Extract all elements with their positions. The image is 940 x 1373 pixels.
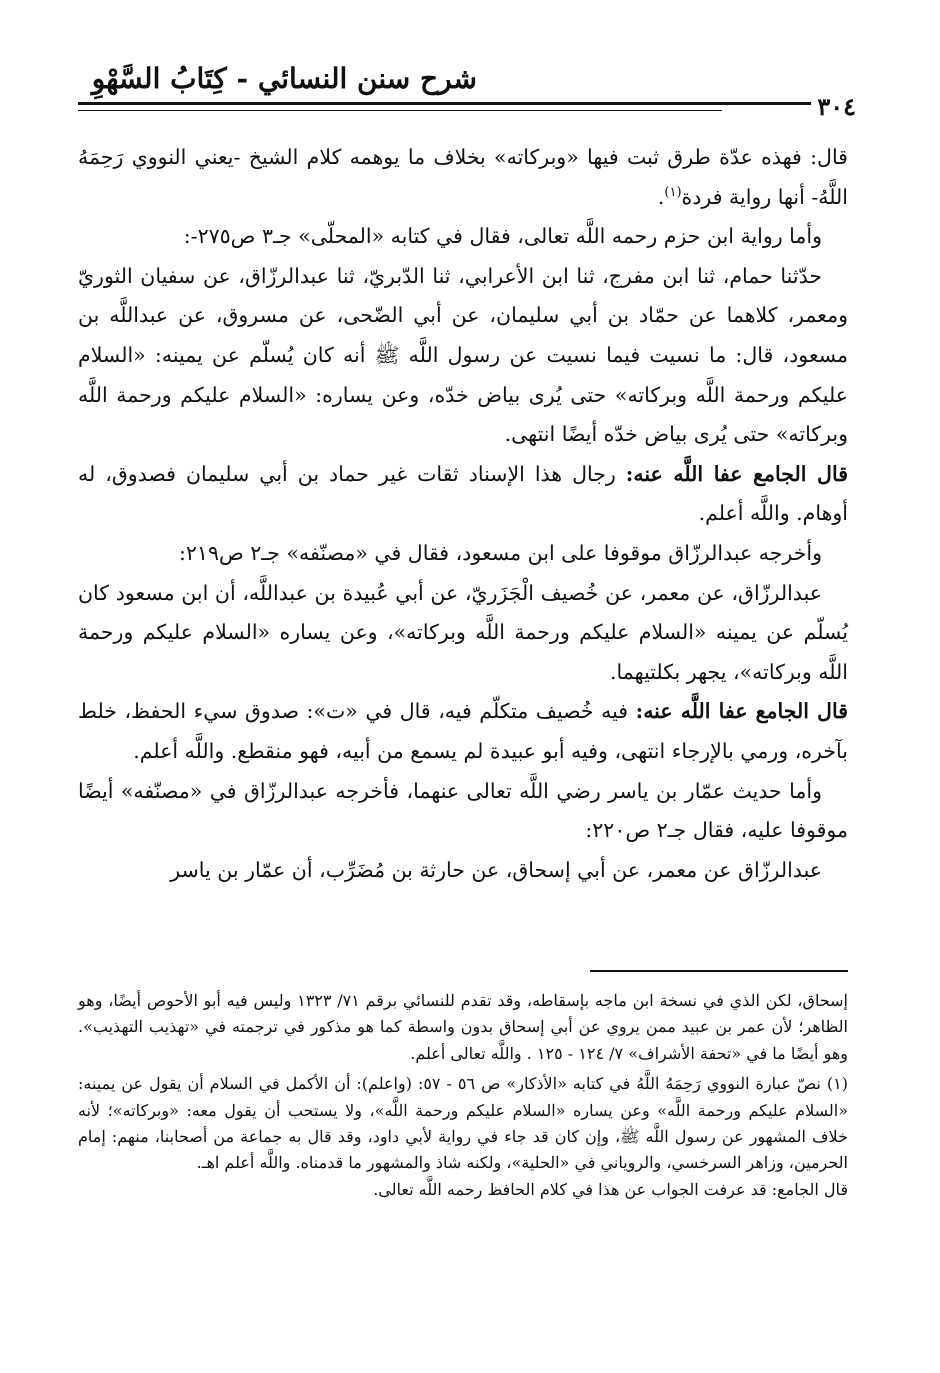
footnote-continuation: إسحاق، لكن الذي في نسخة ابن ماجه بإسقاطه، وقد تقدم للنسائي برقم ٧١/ ١٣٢٣ وليس فيه أبو الأحوص أيضًا، وهو الظاهر؛ لأن عمر بن عبيد ممن يروي عن أبي إسحاق بدون واسطة كما هو مذكور في ترجمته في «تهذيب التهذيب». وهو أيضًا ما في «تحفة الأشراف» ٧/ ١٢٤ - ١٢٥ . واللَّه تعالى أعلم. <box>78 991 848 1063</box>
paragraph <box>78 692 848 771</box>
paragraph: حدّثنا حمام، ثنا ابن مفرج، ثنا ابن الأعرابي، ثنا الدّبريّ، ثنا عبدالرزّاق، عن سفيان الثوريّ ومعمر، كلاهما عن حمّاد بن أبي سليمان، عن أبي الضّحى، عن مسروق، عن عبداللَّه بن مسعود، قال: ما نسيت فيما نسيت عن رسول اللَّه ﷺ أنه كان يُسلّم عن يمينه: «السلام عليكم ورحمة اللَّه وبركاته» حتى يُرى بياض خدّه، وعن يساره: «السلام عليكم ورحمة اللَّه وبركاته» حتى يُرى بياض خدّه أيضًا انتهى. <box>78 263 848 447</box>
paragraph <box>78 455 848 534</box>
paragraph: وأما حديث عمّار بن ياسر رضي اللَّه تعالى عنهما، فأخرجه عبدالرزّاق في «مصنّفه» أيضًا موقوفا عليه، فقال جـ٢ ص٢٢٠: <box>78 778 848 843</box>
header-rule-thick <box>78 102 862 105</box>
page-number: ٣٠٤ <box>811 92 862 122</box>
paragraph: عبدالرزّاق عن معمر، عن أبي إسحاق، عن حارثة بن مُضَرِّب، أن عمّار بن ياسر <box>170 857 822 882</box>
footnote-1: (١) نصّ عبارة النووي رَحِمَهُ اللَّهُ في كتابه «الأذكار» ص ٥٦ - ٥٧: (واعلم): أن الأكمل في السلام أن يقول عن يمينه: «السلام عليكم ورحمة اللَّه» وعن يساره «السلام عليكم ورحمة اللَّه»، ولا يستحب أن يقول معه: «وبركاته»؛ لأنه خلاف المشهور عن رسول اللَّه ﷺ، وإن كان قد جاء في رواية لأبي داود، وقد قال به جماعة من أصحابنا، منهم: إمام الحرمين، وزاهر السرخسي، والروياني في «الحلية»، ولكنه شاذ والمشهور ما قدمناه. واللَّه أعلم اهـ. <box>78 1074 848 1173</box>
footnotes <box>78 988 848 1203</box>
footnote-separator <box>590 970 848 972</box>
paragraph: وأما رواية ابن حزم رحمه اللَّه تعالى، فقال في كتابه «المحلّى» جـ٣ ص٢٧٥-: <box>183 224 822 249</box>
paragraph-text: رجال هذا الإسناد ثقات غير حماد بن أبي سليمان فصدوق، له أوهام. واللَّه أعلم. <box>78 461 848 526</box>
paragraph-text: فيه خُصيف متكلّم فيه، قال في «ت»: صدوق سيء الحفظ، خلط بآخره، ورمي بالإرجاء انتهى، وفيه أبو عبيدة لم يسمع من أبيه، فهو منقطع. واللَّه أعلم. <box>78 699 848 763</box>
jami-lead: قال الجامع عفا اللَّه عنه: <box>625 461 848 486</box>
running-title: شرح سنن النسائي - كِتَابُ السَّهْوِ <box>91 62 477 95</box>
footnote-reference[interactable]: (١) <box>664 184 682 200</box>
footnote-1-jami: قال الجامع: قد عرفت الجواب عن هذا في كلام الحافظ رحمه اللَّه تعالى. <box>373 1179 848 1199</box>
header-rule-thin <box>78 110 722 111</box>
paragraph-end: . <box>657 184 665 209</box>
main-text <box>78 138 848 890</box>
page-header <box>78 58 862 121</box>
paragraph: عبدالرزّاق، عن معمر، عن خُصيف الْجَزَريّ، عن أبي عُبيدة بن عبداللَّه، أن ابن مسعود كان يُسلّم عن يمينه «السلام عليكم ورحمة اللَّه وبركاته»، وعن يساره «السلام عليكم ورحمة اللَّه وبركاته»، يجهر بكلتيهما. <box>78 580 848 684</box>
paragraph-text: قال: فهذه عدّة طرق ثبت فيها «وبركاته» بخلاف ما يوهمه كلام الشيخ -يعني النووي رَحِمَهُ اللَّهُ- أنها رواية فردة <box>78 145 848 209</box>
paragraph <box>78 138 848 217</box>
jami-lead: قال الجامع عفا اللَّه عنه: <box>635 699 848 724</box>
paragraph: وأخرجه عبدالرزّاق موقوفا على ابن مسعود، فقال في «مصنّفه» جـ٢ ص٢١٩: <box>179 540 822 565</box>
